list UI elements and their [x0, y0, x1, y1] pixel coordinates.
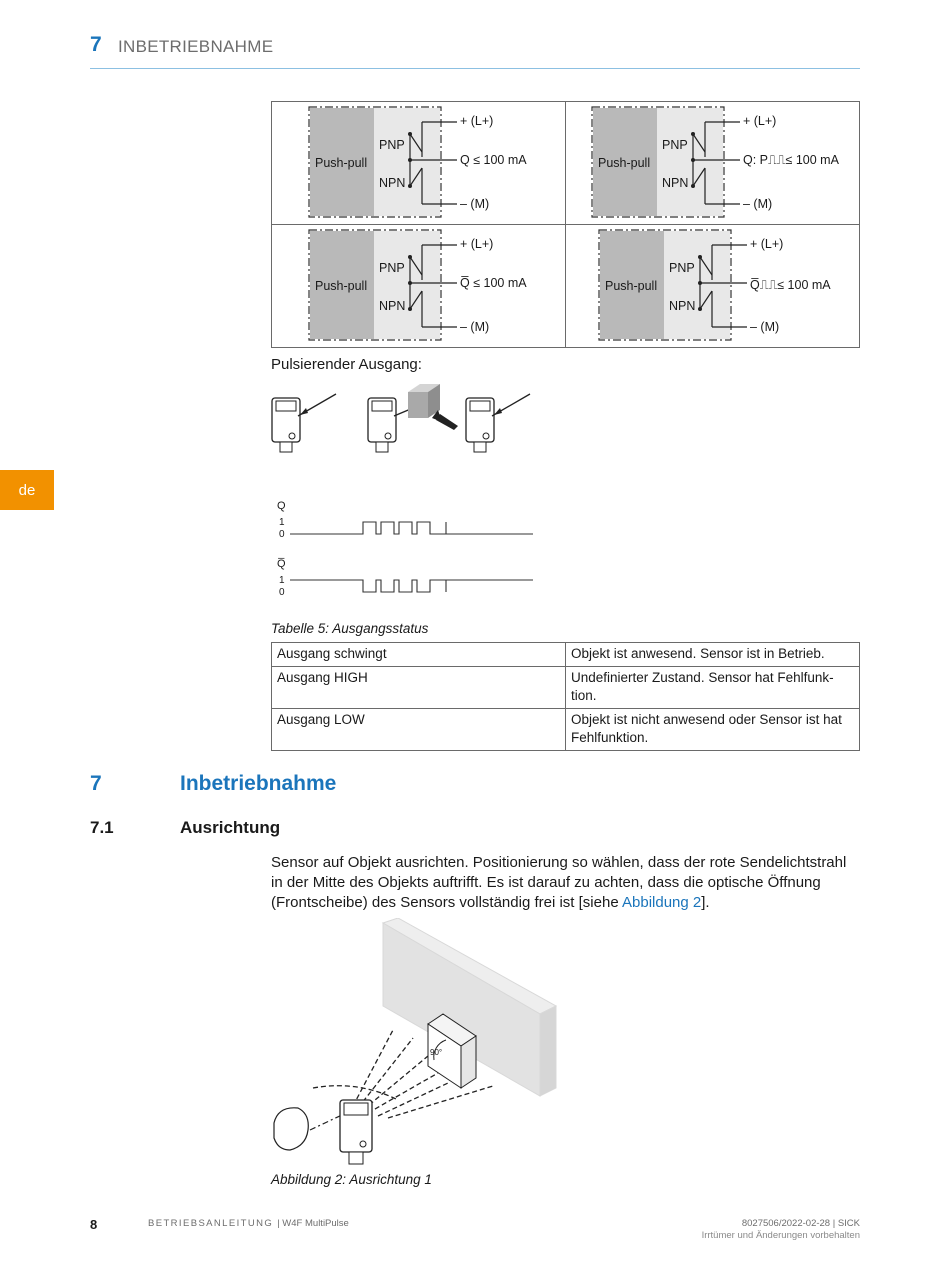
- level-high-label: 1: [279, 517, 285, 528]
- section-title: Inbetriebnahme: [180, 772, 337, 795]
- circuit-diagram-pnp-npn: [272, 225, 565, 347]
- table-cell: Undefinierter Zustand. Sensor hat Fehlfunk-tion.: [566, 667, 860, 709]
- header-divider: [90, 68, 860, 69]
- table-caption: Tabelle 5: Ausgangsstatus: [271, 621, 429, 636]
- npn-label: NPN: [379, 299, 406, 313]
- supply-minus-label: – (M): [750, 320, 780, 334]
- push-pull-label: Push-pull: [598, 156, 651, 170]
- supply-plus-label: + (L+): [460, 237, 494, 251]
- push-pull-label: Push-pull: [315, 279, 368, 293]
- figure-caption: Abbildung 2: Ausrichtung 1: [271, 1172, 432, 1187]
- page-number: 8: [90, 1217, 98, 1232]
- npn-label: NPN: [669, 299, 696, 313]
- output-label: Q̅ ≤ 100 mA: [460, 276, 527, 290]
- doc-type-label: BETRIEBSANLEITUNG: [148, 1218, 274, 1229]
- observer-head-icon: [274, 1108, 344, 1150]
- sensor-pulse-illustration: [268, 380, 548, 465]
- supply-plus-label: + (L+): [460, 114, 494, 128]
- pulse-timing-diagram: [288, 515, 538, 597]
- table-cell: Objekt ist anwesend. Sensor ist in Betrieb.: [566, 643, 860, 667]
- chapter-number: 7: [90, 33, 102, 56]
- supply-plus-label: + (L+): [743, 114, 777, 128]
- q-signal-trace: [290, 522, 533, 534]
- pnp-label: PNP: [662, 138, 688, 152]
- circuit-diagram-pnp-npn: [566, 102, 859, 224]
- alignment-illustration: [268, 918, 568, 1170]
- footer-document-type: [148, 1218, 349, 1229]
- language-tab[interactable]: [0, 470, 54, 510]
- circuit-diagram-table: [271, 101, 860, 348]
- level-low-label: 0: [279, 529, 285, 540]
- table-row: [272, 643, 860, 667]
- body-text: Sensor auf Objekt ausrichten. Positionierung so wählen, dass der rote Sendelichtstrahl in der Mitte des Objekts auftrifft. Es ist darauf zu achten, dass die optische Öffnung (Frontscheibe) des Sensors vollständig frei ist [siehe: [271, 854, 847, 911]
- table-cell: Ausgang LOW: [272, 709, 566, 751]
- chapter-title: INBETRIEBNAHME: [118, 37, 274, 56]
- output-label: Q ≤ 100 mA: [460, 153, 527, 167]
- pulse-output-label: Pulsierender Ausgang:: [271, 356, 422, 373]
- product-label: | W4F MultiPulse: [277, 1218, 349, 1229]
- supply-minus-label: – (M): [743, 197, 773, 211]
- table-row: [272, 667, 860, 709]
- language-tab-label: de: [18, 481, 36, 499]
- footer-doc-id: 8027506/2022-02-28 | SICK: [741, 1218, 860, 1229]
- signal-q-bar-label: Q̅: [277, 558, 286, 570]
- sensor-icon: [340, 1100, 372, 1164]
- table-cell: Ausgang schwingt: [272, 643, 566, 667]
- table-cell: Objekt ist nicht anwesend oder Sensor ist hat Fehlfunktion.: [566, 709, 860, 751]
- push-pull-label: Push-pull: [605, 279, 658, 293]
- supply-minus-label: – (M): [460, 197, 490, 211]
- angle-label: 90°: [430, 1048, 443, 1057]
- output-status-table: [271, 642, 860, 751]
- pnp-label: PNP: [379, 138, 405, 152]
- sensor-icon: [466, 394, 530, 452]
- subsection-title: Ausrichtung: [180, 818, 281, 837]
- supply-minus-label: – (M): [460, 320, 490, 334]
- body-text: ].: [701, 894, 710, 911]
- npn-label: NPN: [662, 176, 689, 190]
- pnp-label: PNP: [379, 261, 405, 275]
- sensor-icon: [368, 398, 413, 452]
- body-paragraph: [271, 853, 861, 913]
- pnp-label: PNP: [669, 261, 695, 275]
- figure-link[interactable]: Abbildung 2: [622, 894, 702, 911]
- output-label: Q: P⎍⎍≤ 100 mA: [743, 153, 839, 167]
- level-low-label: 0: [279, 587, 285, 598]
- sensor-icon: [272, 394, 336, 452]
- table-row: [272, 709, 860, 751]
- subsection-number: 7.1: [90, 818, 114, 837]
- section-number: 7: [90, 772, 102, 795]
- q-bar-signal-trace: [290, 580, 533, 592]
- table-cell: Ausgang HIGH: [272, 667, 566, 709]
- output-label: Q̅⎍⎍≤ 100 mA: [750, 278, 831, 292]
- npn-label: NPN: [379, 176, 406, 190]
- circuit-diagram-pnp-npn: [566, 225, 859, 347]
- push-pull-label: Push-pull: [315, 156, 368, 170]
- signal-q-label: Q: [277, 500, 286, 512]
- footer-disclaimer: Irrtümer und Änderungen vorbehalten: [701, 1230, 860, 1241]
- circuit-diagram-pnp-npn: [272, 102, 565, 224]
- supply-plus-label: + (L+): [750, 237, 784, 251]
- level-high-label: 1: [279, 575, 285, 586]
- object-cube-icon: [408, 384, 440, 418]
